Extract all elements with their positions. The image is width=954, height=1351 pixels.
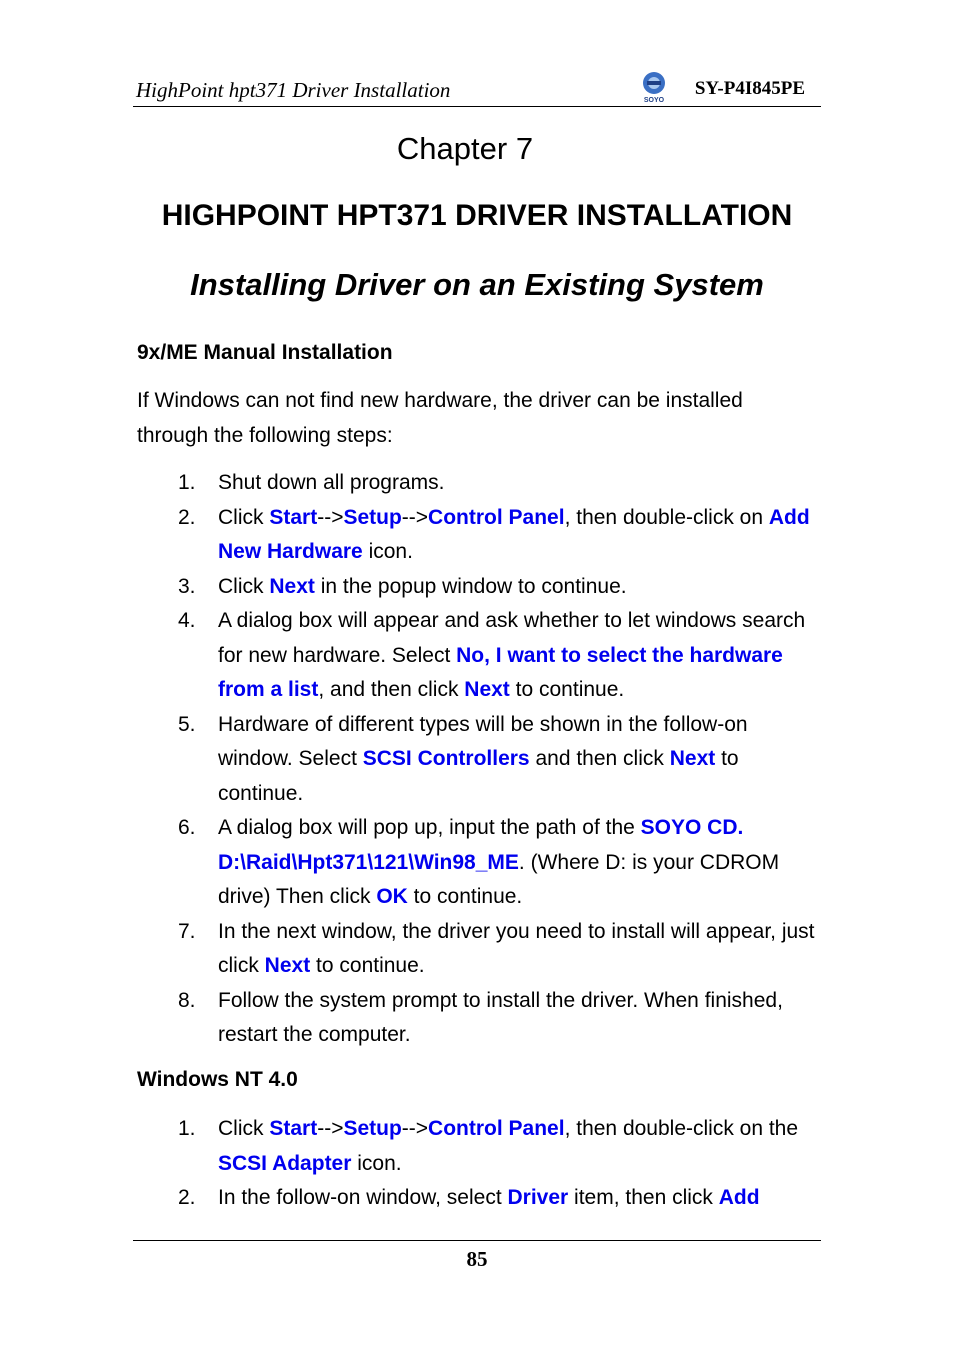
step-text: , and then click bbox=[318, 678, 465, 701]
list-item bbox=[0, 1112, 822, 1181]
header-title: HighPoint hpt371 Driver Installation bbox=[136, 78, 451, 102]
highlighted-term: OK bbox=[376, 885, 408, 908]
step-text: --> bbox=[317, 505, 344, 529]
highlighted-term: Control Panel bbox=[428, 1117, 565, 1140]
list-item-number: 5. bbox=[178, 712, 196, 736]
page-header bbox=[133, 70, 821, 107]
list-item bbox=[0, 984, 822, 1053]
highlighted-term: SCSI Adapter bbox=[218, 1151, 352, 1175]
list-item bbox=[0, 570, 822, 605]
list-item bbox=[0, 915, 822, 984]
highlighted-term: Next bbox=[269, 574, 315, 598]
list-item-number: 1. bbox=[178, 471, 196, 494]
logo-text: SOYO bbox=[643, 97, 665, 104]
step-text: Click bbox=[218, 574, 270, 598]
highlighted-term: Setup bbox=[343, 505, 402, 529]
footer-rule bbox=[133, 1240, 821, 1241]
highlighted-term: Control Panel bbox=[428, 505, 565, 529]
highlighted-term: Add bbox=[718, 1186, 760, 1209]
step-text: . (Where D: is your CDROM drive) Then click bbox=[218, 850, 780, 908]
list-item bbox=[0, 501, 822, 570]
steps-list-9x-me bbox=[0, 466, 954, 1053]
list-item bbox=[0, 466, 822, 501]
list-item bbox=[0, 604, 822, 708]
step-text: to continue. bbox=[509, 678, 625, 701]
list-item bbox=[0, 811, 822, 915]
list-item-number: 6. bbox=[178, 816, 196, 839]
intro-paragraph: If Windows can not find new hardware, the driver can be installed through the following steps: bbox=[137, 389, 743, 447]
step-text: A dialog box will pop up, input the path of the bbox=[218, 816, 641, 839]
main-title: HIGHPOINT HPT371 DRIVER INSTALLATION bbox=[161, 199, 793, 232]
highlighted-term: Next bbox=[464, 678, 510, 701]
step-text: --> bbox=[401, 1117, 429, 1140]
highlighted-term: SCSI Controllers bbox=[362, 747, 530, 770]
list-item-number: 1. bbox=[178, 1117, 196, 1140]
step-text: Click bbox=[218, 505, 270, 529]
list-item-number: 2. bbox=[178, 505, 196, 529]
page-number: 85 bbox=[466, 1247, 488, 1271]
step-text: to continue. bbox=[218, 747, 739, 805]
section-heading-9x-me: 9x/ME Manual Installation bbox=[137, 341, 393, 364]
list-item bbox=[0, 1181, 822, 1216]
list-item-number: 8. bbox=[178, 988, 196, 1012]
step-text: Click bbox=[218, 1117, 270, 1140]
list-item-number: 2. bbox=[178, 1186, 196, 1209]
step-text: A dialog box will appear and ask whether to let windows search for new hardware. Select bbox=[218, 609, 806, 667]
section-title: Installing Driver on an Existing System bbox=[190, 267, 764, 302]
highlighted-term: Next bbox=[264, 954, 311, 977]
soyo-logo-icon bbox=[638, 70, 670, 104]
list-item-number: 7. bbox=[178, 919, 196, 943]
step-text: In the next window, the driver you need to install will appear, just click bbox=[218, 919, 815, 977]
step-text: to continue. bbox=[310, 954, 425, 977]
step-text: Shut down all programs. bbox=[218, 471, 445, 494]
step-text: and then click bbox=[529, 747, 670, 770]
section-heading-nt4: Windows NT 4.0 bbox=[137, 1068, 298, 1091]
step-text: to continue. bbox=[407, 885, 523, 908]
step-text: --> bbox=[401, 505, 429, 529]
step-text: item, then click bbox=[568, 1186, 719, 1209]
step-text: icon. bbox=[362, 540, 413, 563]
highlighted-term: No, I want to select the hardware from a list bbox=[218, 643, 783, 701]
highlighted-term: SOYO CD. D:\Raid\Hpt371\121\Win98_ME bbox=[218, 816, 744, 874]
highlighted-term: Driver bbox=[507, 1186, 569, 1209]
list-item-number: 4. bbox=[178, 609, 196, 632]
chapter-heading: Chapter 7 bbox=[396, 131, 534, 166]
step-text: Hardware of different types will be shown in the follow-on window. Select bbox=[218, 712, 748, 770]
highlighted-term: Next bbox=[669, 747, 716, 770]
highlighted-term: Start bbox=[269, 1117, 318, 1140]
step-text: , then double-click on the bbox=[564, 1117, 799, 1140]
step-text: Follow the system prompt to install the driver. When finished, restart the computer. bbox=[218, 988, 783, 1046]
steps-list-nt4 bbox=[0, 1112, 954, 1216]
step-text: In the follow-on window, select bbox=[218, 1186, 508, 1209]
step-text: --> bbox=[317, 1117, 344, 1140]
list-item bbox=[0, 708, 822, 812]
step-text: icon. bbox=[351, 1151, 402, 1175]
highlighted-term: Setup bbox=[343, 1117, 402, 1140]
list-item-number: 3. bbox=[178, 574, 196, 598]
step-text: , then double-click on bbox=[564, 505, 769, 529]
highlighted-term: Start bbox=[269, 505, 318, 529]
header-model: SY-P4I845PE bbox=[694, 78, 805, 99]
highlighted-term: Add New Hardware bbox=[218, 505, 810, 563]
step-text: in the popup window to continue. bbox=[314, 574, 627, 598]
